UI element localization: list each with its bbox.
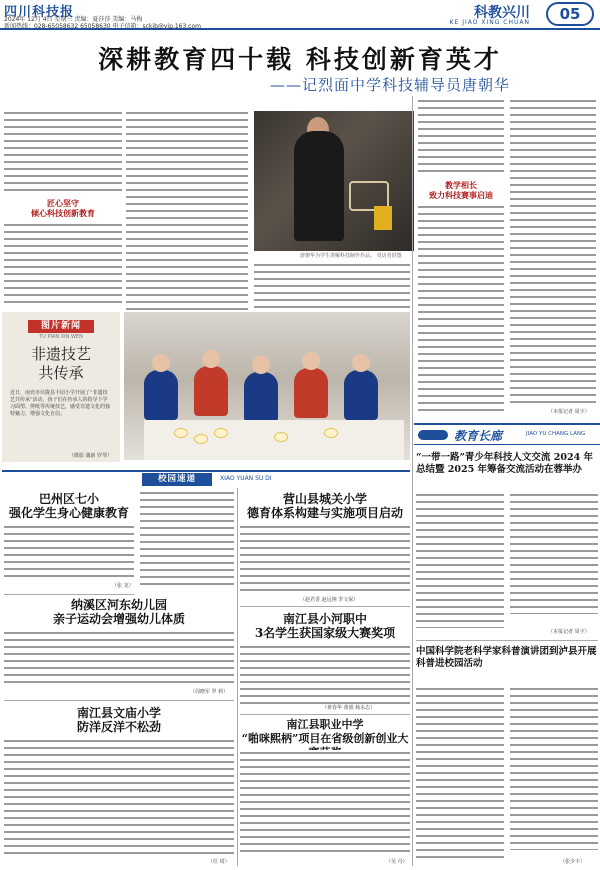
contact-line: 新闻热线：028-65058632 65058630 电子信箱：sckjb@vip.163.com <box>4 23 201 30</box>
photo-model-base <box>374 206 392 230</box>
date-line: 2024年 12月 4日 星期三 责编：夏莎莎 美编：马梅 <box>4 16 143 23</box>
text-block <box>240 644 410 704</box>
picture-news-source: （摄影 蒲新 罗琴） <box>68 453 112 459</box>
photo-child <box>194 366 228 416</box>
photo-child-head <box>202 350 220 368</box>
pen-icon <box>418 430 448 440</box>
text-block <box>418 204 504 416</box>
text-block <box>4 110 122 194</box>
edu-section-bar <box>414 423 600 445</box>
campus-article-text <box>240 644 410 708</box>
photo-dough <box>194 434 208 444</box>
lead-subtitle-2b: 致力科技赛事启迪 <box>429 190 493 200</box>
campus-article-title: 南江县职业中学 “啪咪熙柄”项目在省级创新创业大 <box>241 718 409 745</box>
divider <box>240 714 410 715</box>
campus-article-byline: （张 龙） <box>112 583 134 589</box>
lead-subtitle-2a: 教学相长 <box>445 180 477 190</box>
lead-subtitle-2 <box>418 180 504 200</box>
campus-article-text <box>240 524 410 600</box>
campus-article-byline: （黄春华 黄娟 杨永志） <box>322 705 376 711</box>
lead-column-4 <box>418 98 504 416</box>
photo-child-head <box>252 356 270 374</box>
lead-photo-caption: 唐朝华为学生讲解科技制作作品。 受访者供图 <box>300 253 402 259</box>
campus-article-byline: （赵君香 赵远翔 李文保） <box>300 597 359 603</box>
section-title-en: KE JIAO XING CHUAN <box>449 19 530 26</box>
text-block <box>4 630 234 686</box>
text-block <box>4 222 122 308</box>
photo-child-head <box>152 354 170 372</box>
edu-section-label-en: JIAO YU CHANG LANG <box>526 431 586 437</box>
photo-child <box>344 370 378 420</box>
lead-headline: 深耕教育四十载 科技创新育英才 <box>98 45 502 74</box>
photo-person <box>294 131 344 241</box>
text-block <box>4 524 134 580</box>
text-block <box>510 686 598 850</box>
lead-subtitle-1 <box>4 198 122 218</box>
campus-article-text <box>140 490 234 594</box>
lead-column-2 <box>126 110 248 310</box>
edu-article-text <box>510 492 598 622</box>
section-title: 科教兴川 <box>474 5 530 21</box>
edu-article-text <box>510 686 598 856</box>
picture-news-body: 近日，南充市仪陇县丰园小学开展了“非遗技艺共传承”活动，孩子们在传承人的指导下学习面塑、剪纸等传统技艺，感受非遗文化的独特魅力，增强文化自信。 <box>10 390 111 417</box>
text-block <box>416 686 504 858</box>
campus-article-byline: （周晓军 罗 莉） <box>190 689 229 695</box>
text-block <box>240 524 410 596</box>
text-block <box>510 492 598 614</box>
divider <box>4 700 234 701</box>
divider <box>237 488 238 866</box>
campus-article-text <box>4 630 234 694</box>
campus-article-title: 营山县城关小学 德育体系构建与实施项目启动 <box>246 492 403 520</box>
photo-dough <box>274 432 288 442</box>
lead-subhead: ——记烈面中学科技辅导员唐朝华 <box>269 76 510 94</box>
edu-article-title: 中国科学院老科学家科普演讲团到泸县开展科普进校园活动 <box>416 646 597 669</box>
photo-dough <box>174 428 188 438</box>
photo-child <box>294 368 328 418</box>
text-block <box>510 98 596 406</box>
divider <box>4 594 134 595</box>
text-block <box>140 490 234 590</box>
campus-article-title: 南江县小河职中 3名学生获国家级大赛奖项 <box>254 612 396 640</box>
lead-byline: （本报记者 周宇） <box>548 409 590 415</box>
divider <box>412 96 413 866</box>
text-block <box>4 738 234 858</box>
lead-column-3 <box>254 262 410 308</box>
newspaper-logo: 四川科技报 <box>4 5 75 20</box>
campus-section-label-en: XIAO YUAN SU DI <box>220 475 272 482</box>
campus-article-byline: （吴 丹） <box>386 859 408 865</box>
campus-article-text <box>240 750 410 860</box>
lead-column-1 <box>4 110 122 310</box>
edu-article-title: “一带一路”青少年科技人文交流 2024 年总结暨 2025 年筹备交流活动在蓉举办 <box>416 452 593 475</box>
edu-article-byline: （本报记者 周宇） <box>548 629 590 635</box>
campus-section-label: 校园速递 <box>142 473 212 486</box>
photo-child <box>244 372 278 422</box>
campus-article-title: 纳溪区河东幼儿园 亲子运动会增强幼儿体质 <box>52 598 185 626</box>
edu-section-label: 教育长廊 <box>454 429 503 443</box>
lead-column-5 <box>510 98 596 416</box>
text-block <box>418 98 504 176</box>
divider <box>416 640 598 641</box>
edu-article-text <box>416 492 504 632</box>
photo-child-head <box>352 354 370 372</box>
lead-subtitle-1b: 倾心科技创新教育 <box>31 208 95 218</box>
campus-section-bar <box>2 470 410 485</box>
photo-table <box>144 420 404 460</box>
campus-article-byline: （任 琦） <box>208 859 230 865</box>
picture-news-box <box>2 312 120 462</box>
photo-dough <box>214 428 228 438</box>
divider <box>240 606 410 607</box>
text-block <box>416 492 504 628</box>
text-block <box>126 110 248 310</box>
edu-article-byline: （张少丰） <box>560 859 586 865</box>
page-number: 05 <box>546 2 594 26</box>
photo-child <box>144 370 178 420</box>
picture-news-photo <box>124 312 410 460</box>
lead-photo <box>254 111 414 251</box>
picture-news-title: 非遗技艺 共传承 <box>30 345 91 382</box>
campus-article-title: 南江县文庙小学 防洋反洋不松劲 <box>76 706 161 734</box>
campus-article-title: 巴州区七小 强化学生身心健康教育 <box>8 492 129 520</box>
photo-child-head <box>302 352 320 370</box>
lead-subtitle-1a: 匠心坚守 <box>47 198 79 208</box>
photo-dough <box>324 428 338 438</box>
picture-news-tag: 图片新闻 <box>28 320 94 333</box>
campus-article-text <box>4 738 234 866</box>
campus-article-text <box>4 524 134 588</box>
edu-article-text <box>416 686 504 862</box>
picture-news-tag-en: TU PIAN XIN WEN <box>39 334 83 340</box>
text-block <box>254 262 410 308</box>
text-block <box>240 750 410 854</box>
masthead <box>0 0 600 30</box>
